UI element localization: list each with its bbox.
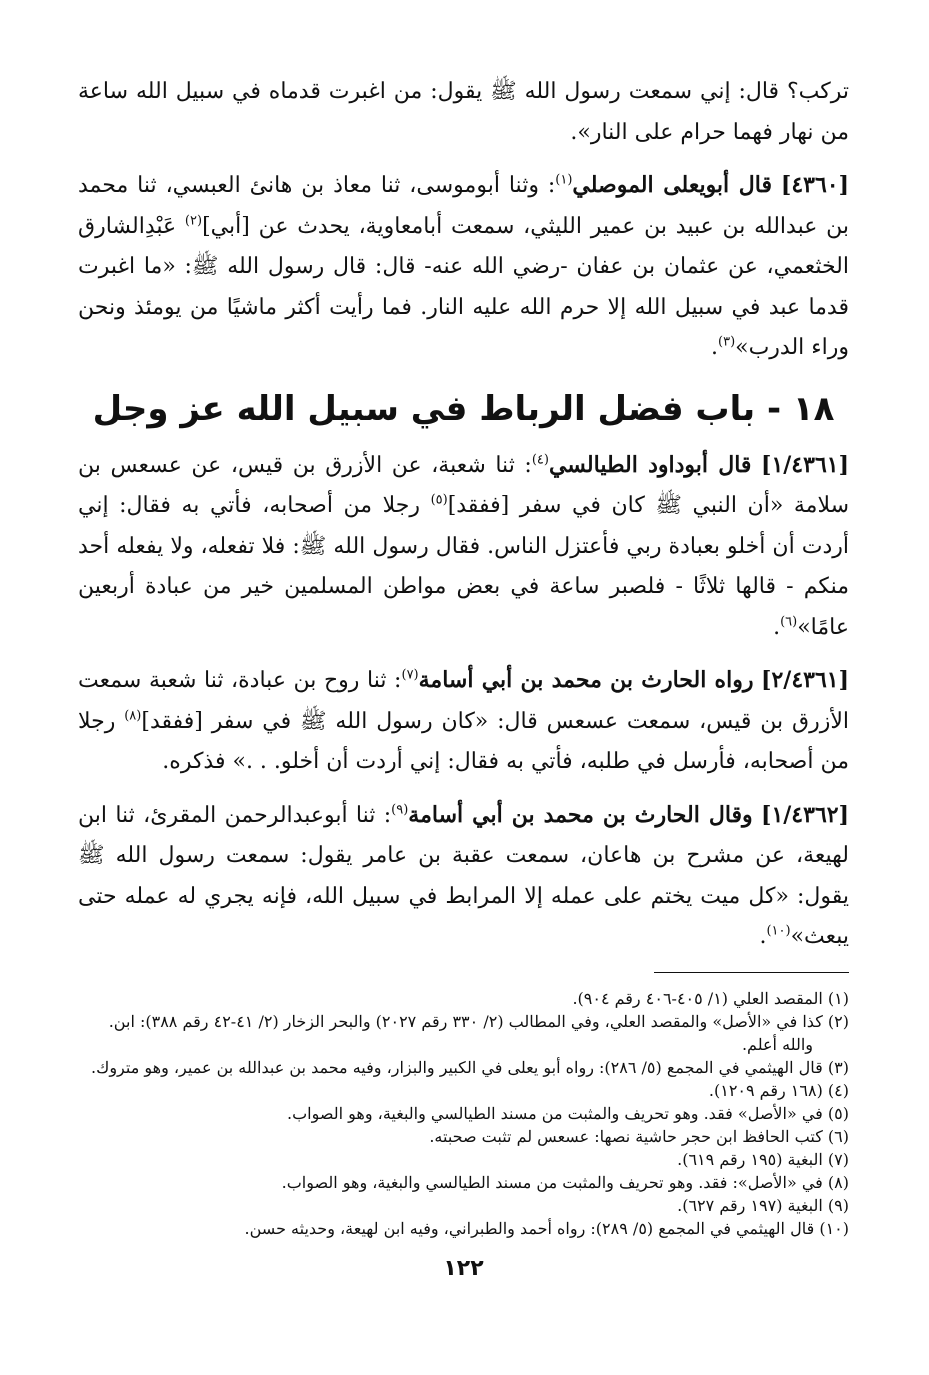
footnote-5: (٥) في «الأصل» فقد. وهو تحريف والمثبت من مسند الطيالسي والبغية، وهو الصواب. bbox=[287, 1103, 849, 1123]
footnote-9: (٩) البغية (١٩٧ رقم ٦٢٧). bbox=[677, 1195, 849, 1215]
hadith-text: : ثنا أبوعبدالرحمن المقرئ، ثنا ابن لهيعة، عن مشرح بن هاعان، سمعت عقبة بن عامر يقول: سمعت رسول الله ﷺ يقول: «كل ميت يختم على عمله إلا المرابط في سبيل الله، فإنه يجري له عمله حتى يبعث» bbox=[78, 802, 849, 949]
hadith-text: : وثنا أبوموسى، ثنا معاذ بن هانئ العبسي، ثنا محمد بن عبدالله بن عبيد بن عمير الليثي، سمعت أبامعاوية، يحدث عن [أبي] bbox=[78, 173, 849, 239]
footnote-6: (٦) كتب الحافظ ابن حجر حاشية نصها: عسعس لم تثبت صحبته. bbox=[429, 1126, 849, 1146]
footnote-marker: (٢) bbox=[184, 213, 203, 229]
footnote-marker: (٤) bbox=[531, 452, 549, 468]
hadith-ref: [١/٤٣٦١] bbox=[761, 451, 849, 478]
footnote-marker: (١٠) bbox=[766, 923, 791, 939]
footnote-1: (١) المقصد العلي (١/ ٤٠٥-٤٠٦ رقم ٩٠٤). bbox=[572, 988, 849, 1008]
footnote-marker: (٨) bbox=[124, 708, 142, 724]
hadith-text: . bbox=[773, 614, 781, 640]
hadith-text: . bbox=[759, 924, 767, 949]
hadith-text: . bbox=[711, 335, 718, 360]
book-page bbox=[78, 72, 849, 1375]
hadith-4361-1 bbox=[78, 445, 849, 649]
page-number: ١٢٢ bbox=[443, 1255, 484, 1281]
hadith-ref: [٢/٤٣٦١] bbox=[761, 667, 850, 693]
footnote-marker: (٧) bbox=[401, 667, 419, 683]
footnote-8: (٨) في «الأصل»: فقد. وهو تحريف والمثبت من مسند الطيالسي والبغية، وهو الصواب. bbox=[281, 1172, 849, 1192]
hadith-4361-2 bbox=[78, 660, 849, 783]
footnote-separator bbox=[654, 972, 849, 973]
hadith-source: قال أبويعلى الموصلي bbox=[572, 172, 772, 198]
hadith-ref: [٤٣٦٠] bbox=[780, 172, 850, 198]
footnote-3: (٣) قال الهيثمي في المجمع (٥/ ٢٨٦): رواه أبو يعلى في الكبير والبزار، وفيه محمد بن عبدالله بن عمير، وهو متروك. bbox=[91, 1057, 849, 1077]
footnote-marker: (٥) bbox=[430, 492, 448, 508]
footnote-marker: (٦) bbox=[780, 614, 798, 630]
paragraph-continuation bbox=[78, 72, 849, 153]
footnotes bbox=[78, 987, 849, 1240]
footnote-4: (٤) (١٦٨ رقم ١٢٠٩). bbox=[708, 1080, 849, 1100]
footnote-marker: (١) bbox=[555, 172, 573, 188]
paragraph-text: تركب؟ قال: إني سمعت رسول الله ﷺ يقول: من اغبرت قدماه في سبيل الله ساعة من نهار فهما حرام على النار». bbox=[78, 79, 849, 145]
footnote-marker: (٩) bbox=[391, 802, 409, 818]
hadith-text: عَبْدِالشارق الخثعمي، عن عثمان بن عفان -رضي الله عنه- قال: قال رسول الله ﷺ: «ما اغبرت قدما عبد في سبيل الله إلا حرم الله عليه النار. فما رأيت أكثر ماشيًا من يومئذ ونحن وراء الدرب» bbox=[78, 213, 849, 360]
hadith-source: وقال الحارث بن محمد بن أبي أسامة bbox=[408, 801, 753, 828]
hadith-source: رواه الحارث بن محمد بن أبي أسامة bbox=[418, 667, 754, 693]
footnote-10: (١٠) قال الهيثمي في المجمع (٥/ ٢٨٩): رواه أحمد والطبراني، وفيه ابن لهيعة، وحديثه حسن. bbox=[244, 1218, 849, 1238]
footnote-marker: (٣) bbox=[718, 334, 736, 350]
hadith-text: : ثنا شعبة، عن الأزرق بن قيس، عن عسعس بن سلامة «أن النبي ﷺ كان في سفر [ففقد] bbox=[78, 452, 849, 518]
hadith-4360 bbox=[78, 165, 849, 369]
footnote-2: (٢) كذا في «الأصل» والمقصد العلي، وفي المطالب (٢/ ٣٣٠ رقم ٢٠٢٧) والبحر الزخار (٢/ ٤١-٤٢ رقم ٣٨٨): ابن. والله أعلم. bbox=[108, 1011, 849, 1054]
hadith-source: قال أبوداود الطيالسي bbox=[548, 451, 752, 478]
hadith-ref: [١/٤٣٦٢] bbox=[761, 801, 849, 828]
hadith-text: : ثنا روح بن عبادة، ثنا شعبة سمعت الأزرق بن قيس، سمعت عسعس قال: «كان رسول الله ﷺ في سفر [ففقد] bbox=[78, 668, 849, 734]
footnote-7: (٧) البغية (١٩٥ رقم ٦١٩). bbox=[677, 1149, 849, 1169]
hadith-4362-1 bbox=[78, 795, 849, 958]
chapter-title: ١٨ - باب فضل الرباط في سبيل الله عز وجل bbox=[92, 388, 835, 429]
hadith-text: رجلا من أصحابه، فأرسل في طلبه، فأتي به فقال: إني أردت أن أخلو. . .» فذكره. bbox=[78, 708, 849, 774]
hadith-text: رجلا من أصحابه، فأتي به فقال: إني أردت أن أخلو بعبادة ربي فأعتزل الناس. فقال رسول الله ﷺ: فلا تفعله، ولا يفعله أحد منكم - قالها ثلاثًا - فلصبر ساعة في بعض مواطن المسلمين خير من عبادة أربعين عامًا» bbox=[78, 493, 849, 640]
